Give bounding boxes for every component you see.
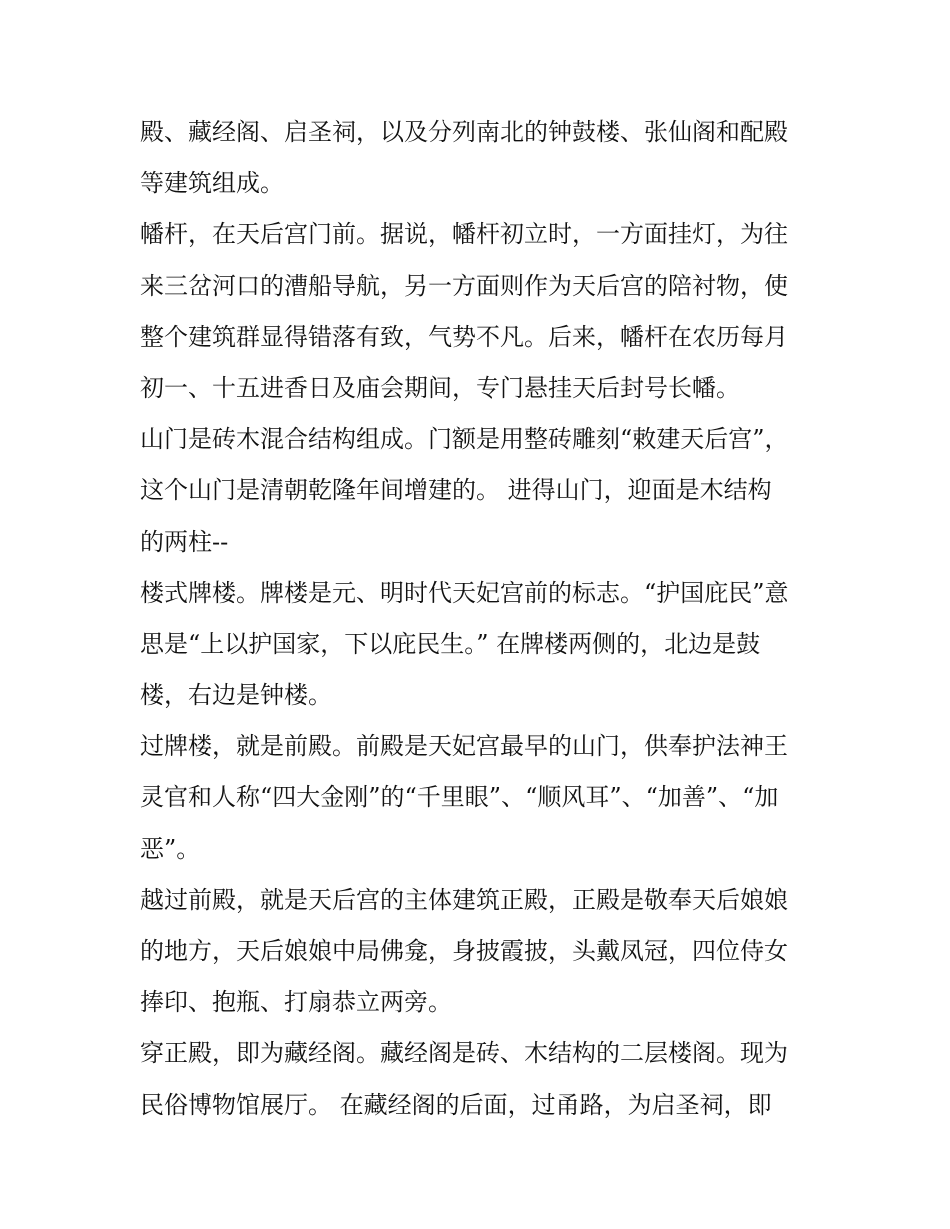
text-line: 来三岔河口的漕船导航，另一方面则作为天后宫的陪衬物，使 — [140, 271, 788, 300]
text-line: 山门是砖木混合结构组成。门额是用整砖雕刻“敕建天后宫”， — [140, 425, 789, 454]
text-line: 的两柱-- — [140, 527, 229, 556]
text-line: 等建筑组成。 — [140, 169, 284, 198]
text-line: 整个建筑群显得错落有致，气势不凡。后来，幡杆在农历每月 — [140, 322, 788, 351]
text-line: 恶”。 — [140, 834, 201, 863]
text-line: 殿、藏经阁、启圣祠，以及分列南北的钟鼓楼、张仙阁和配殿 — [140, 118, 788, 146]
text-line: 民俗博物馆展厅。 在藏经阁的后面，过甬路，为启圣祠，即 — [140, 1090, 772, 1119]
text-line: 过牌楼，就是前殿。前殿是天妃宫最早的山门，供奉护法神王 — [140, 732, 788, 761]
text-line: 幡杆，在天后宫门前。据说，幡杆初立时，一方面挂灯，为往 — [140, 220, 788, 249]
text-line: 越过前殿，就是天后宫的主体建筑正殿，正殿是敬奉天后娘娘 — [140, 885, 788, 914]
text-line: 穿正殿，即为藏经阁。藏经阁是砖、木结构的二层楼阁。现为 — [140, 1039, 788, 1068]
text-line: 楼，右边是钟楼。 — [140, 681, 332, 710]
text-line: 这个山门是清朝乾隆年间增建的。 进得山门，迎面是木结构 — [140, 476, 772, 505]
text-line: 楼式牌楼。牌楼是元、明时代天妃宫前的标志。“护国庇民”意 — [140, 578, 789, 607]
document-body — [140, 107, 820, 1131]
text-line: 捧印、抱瓶、打扇恭立两旁。 — [140, 988, 452, 1017]
text-line: 灵官和人称“四大金刚”的“千里眼”、“顺风耳”、“加善”、“加 — [140, 783, 779, 812]
text-line: 的地方，天后娘娘中局佛龛，身披霞披，头戴凤冠，四位侍女 — [140, 937, 788, 965]
text-line: 初一、十五进香日及庙会期间，专门悬挂天后封号长幡。 — [140, 373, 740, 402]
text-line: 思是“上以护国家，下以庇民生。” 在牌楼两侧的，北边是鼓 — [140, 629, 761, 658]
